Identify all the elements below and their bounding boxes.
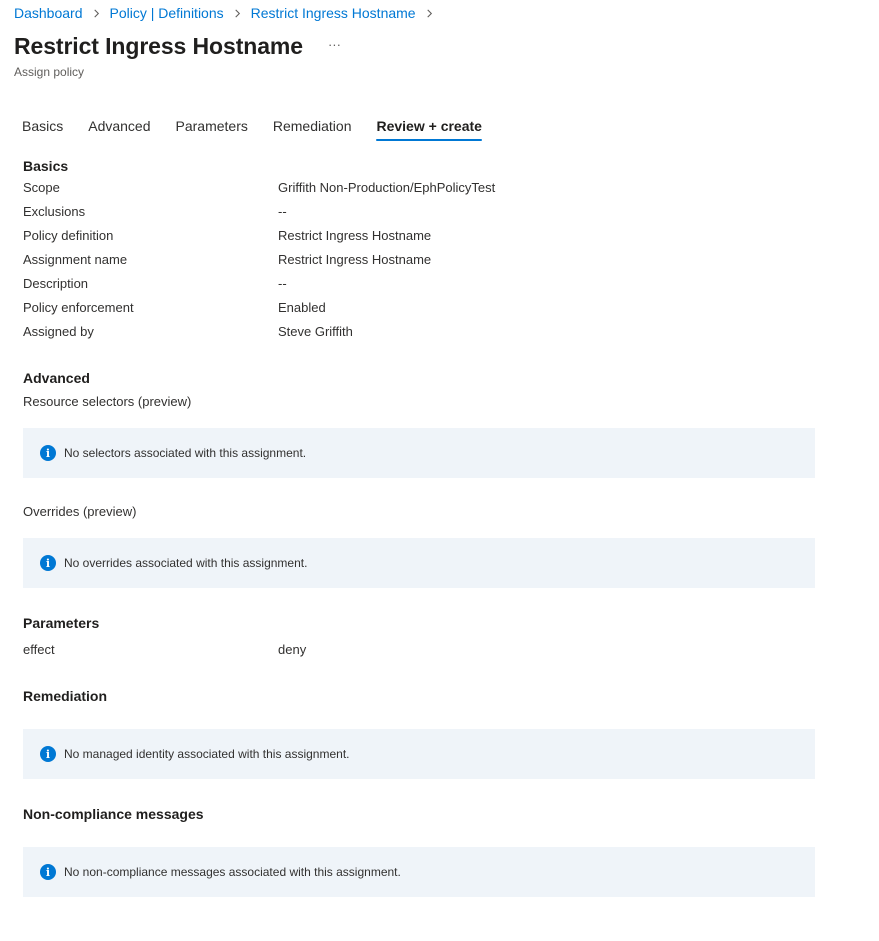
row-value: Griffith Non-Production/EphPolicyTest bbox=[278, 180, 496, 195]
info-icon: i bbox=[40, 746, 56, 762]
info-icon: i bbox=[40, 864, 56, 880]
row-label: Policy definition bbox=[23, 228, 114, 243]
tab-advanced[interactable]: Advanced bbox=[88, 118, 151, 134]
more-options-button[interactable]: ··· bbox=[327, 37, 341, 52]
tab-bar bbox=[22, 118, 507, 141]
row-label: effect bbox=[23, 642, 55, 657]
chevron-right-icon bbox=[233, 9, 242, 18]
chevron-right-icon bbox=[425, 9, 434, 18]
breadcrumb-dashboard[interactable]: Dashboard bbox=[14, 5, 83, 21]
resource-selectors-info-box bbox=[23, 428, 815, 478]
page-subtitle: Assign policy bbox=[14, 65, 85, 79]
info-message: No overrides associated with this assignment. bbox=[64, 556, 308, 570]
noncompliance-info-box bbox=[23, 847, 815, 897]
row-value: Enabled bbox=[278, 300, 326, 315]
basics-row-description bbox=[23, 276, 287, 291]
info-icon: i bbox=[40, 555, 56, 571]
basics-row-exclusions bbox=[23, 204, 287, 219]
basics-row-scope bbox=[23, 180, 495, 195]
basics-heading: Basics bbox=[23, 158, 69, 174]
row-value: Steve Griffith bbox=[278, 324, 353, 339]
row-label: Assignment name bbox=[23, 252, 128, 267]
chevron-right-icon bbox=[92, 9, 101, 18]
row-value: -- bbox=[278, 204, 287, 219]
breadcrumb-policy-definitions[interactable]: Policy | Definitions bbox=[109, 5, 224, 21]
row-value: deny bbox=[278, 642, 307, 657]
basics-row-assigned-by bbox=[23, 324, 353, 339]
row-label: Assigned by bbox=[23, 324, 94, 339]
row-value: Restrict Ingress Hostname bbox=[278, 252, 432, 267]
tab-remediation[interactable]: Remediation bbox=[272, 118, 352, 134]
overrides-label: Overrides (preview) bbox=[23, 504, 137, 519]
basics-row-policy-definition bbox=[23, 228, 431, 243]
basics-row-assignment-name bbox=[23, 252, 431, 267]
basics-row-policy-enforcement bbox=[23, 300, 326, 315]
advanced-heading: Advanced bbox=[23, 370, 90, 386]
tab-parameters[interactable]: Parameters bbox=[175, 118, 248, 134]
info-message: No managed identity associated with this assignment. bbox=[64, 747, 350, 761]
parameters-heading: Parameters bbox=[23, 615, 100, 631]
breadcrumb-restrict-ingress-hostname[interactable]: Restrict Ingress Hostname bbox=[250, 5, 416, 21]
info-icon: i bbox=[40, 445, 56, 461]
title-row bbox=[14, 33, 341, 60]
row-label: Scope bbox=[23, 180, 60, 195]
page-title: Restrict Ingress Hostname bbox=[14, 33, 303, 59]
tab-basics[interactable]: Basics bbox=[22, 118, 64, 134]
row-label: Description bbox=[23, 276, 89, 291]
noncompliance-heading: Non-compliance messages bbox=[23, 806, 204, 822]
overrides-info-box bbox=[23, 538, 815, 588]
row-value: -- bbox=[278, 276, 287, 291]
remediation-heading: Remediation bbox=[23, 688, 108, 704]
row-label: Exclusions bbox=[23, 204, 86, 219]
tab-review-create[interactable]: Review + create bbox=[376, 118, 481, 141]
breadcrumb bbox=[14, 5, 443, 21]
row-label: Policy enforcement bbox=[23, 300, 134, 315]
parameters-row-effect bbox=[23, 642, 306, 657]
info-message: No selectors associated with this assignment. bbox=[64, 446, 307, 460]
remediation-info-box bbox=[23, 729, 815, 779]
row-value: Restrict Ingress Hostname bbox=[278, 228, 432, 243]
info-message: No non-compliance messages associated with this assignment. bbox=[64, 865, 401, 879]
resource-selectors-label: Resource selectors (preview) bbox=[23, 394, 192, 409]
